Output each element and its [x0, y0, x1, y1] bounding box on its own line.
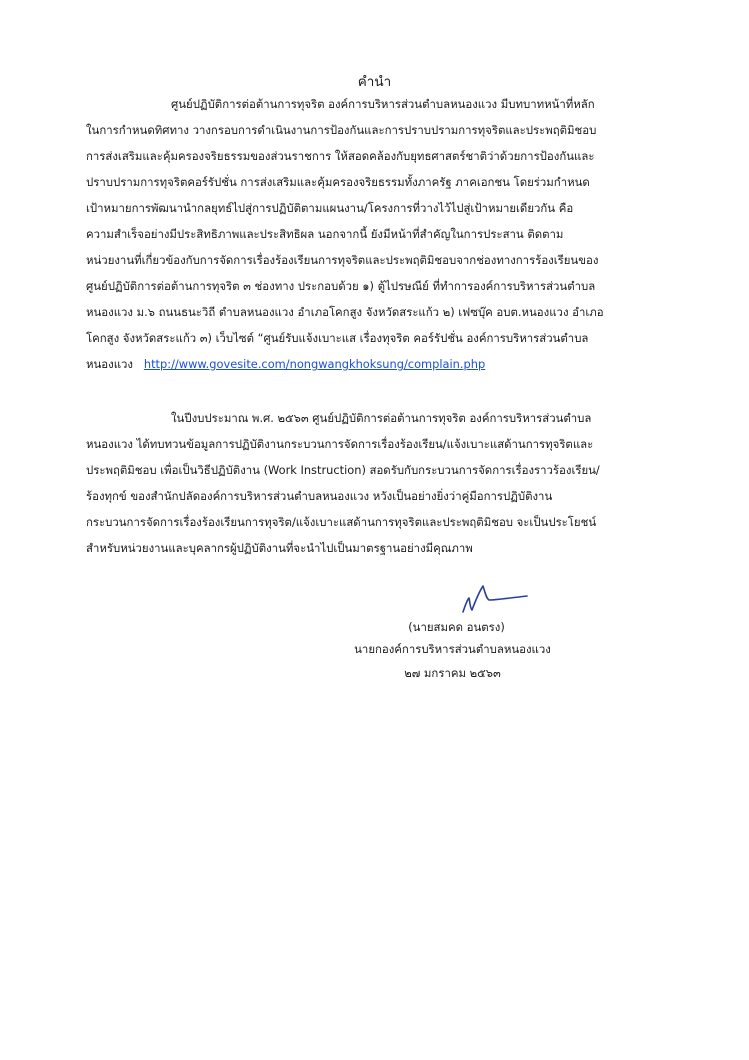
- paragraph-2-line: ในปีงบประมาณ พ.ศ. ๒๕๖๓ ศูนย์ปฏิบัติการต่อต้านการทุจริต องค์การบริหารส่วนตำบล: [171, 411, 592, 425]
- paragraph-1-line: โคกสูง จังหวัดสระแก้ว ๓) เว็บไซต์ “ศูนย์รับแจ้งเบาะแส เรื่องทุจริต คอร์รัปชั่น องค์การบริหารส่วนตำบล: [86, 331, 589, 345]
- page-title: คำนำ: [357, 74, 392, 90]
- paragraph-2-line: ประพฤติมิชอบ เพื่อเป็นวิธีปฏิบัติงาน (Work Instruction) สอดรับกับกระบวนการจัดการเรื่องราวร้องเรียน/: [86, 463, 600, 477]
- paragraph-2-line: สำหรับหน่วยงานและบุคลากรผู้ปฏิบัติงานที่จะนำไปเป็นมาตรฐานอย่างมีคุณภาพ: [86, 541, 473, 555]
- paragraph-2-line: ร้องทุกข์ ของสำนักปลัดองค์การบริหารส่วนตำบลหนองแวง หวังเป็นอย่างยิ่งว่าคู่มือการปฏิบัติงาน: [86, 489, 553, 503]
- signatory-name: (นายสมคด อนตรง): [408, 620, 505, 634]
- paragraph-1-line: การส่งเสริมและคุ้มครองจริยธรรมของส่วนราชการ ให้สอดคล้องกับยุทธศาสตร์ชาติว่าด้วยการป้องกันและ: [86, 149, 595, 163]
- paragraph-2-line: หนองแวง ได้ทบทวนข้อมูลการปฏิบัติงานกระบวนการจัดการเรื่องร้องเรียน/แจ้งเบาะแสด้านการทุจริตและ: [86, 437, 594, 451]
- paragraph-1-line: ปราบปรามการทุจริตคอร์รัปชั่น การส่งเสริมและคุ้มครองจริยธรรมทั้งภาครัฐ ภาคเอกชน โดยร่วมกำหนด: [86, 175, 590, 189]
- paragraph-1-line: หน่วยงานที่เกี่ยวข้องกับการจัดการเรื่องร้องเรียนการทุจริตและประพฤติมิชอบจากช่องทางการร้องเรียนของ: [86, 253, 599, 267]
- paragraph-1-line: ศูนย์ปฏิบัติการต่อต้านการทุจริต ๓ ช่องทาง ประกอบด้วย ๑) ตู้ไปรษณีย์ ที่ทำการองค์การบริหารส่วนตำบล: [86, 279, 596, 293]
- paragraph-2-line: กระบวนการจัดการเรื่องร้องเรียนการทุจริต/แจ้งเบาะแสด้านการทุจริตและประพฤติมิชอบ จะเป็นประโยชน์: [86, 515, 597, 529]
- paragraph-1-line: ในการกำหนดทิศทาง วางกรอบการดำเนินงานการป้องกันและการปราบปรามการทุจริตและประพฤติมิชอบ: [86, 123, 597, 137]
- signatory-position: นายกองค์การบริหารส่วนตำบลหนองแวง: [354, 642, 551, 656]
- signature-date: ๒๗ มกราคม ๒๕๖๓: [404, 666, 501, 680]
- signature-mark: [455, 578, 535, 618]
- paragraph-1-line: หนองแวง ม.๖ ถนนธนะวิถี ตำบลหนองแวง อำเภอโคกสูง จังหวัดสระแก้ว ๒) เฟซบุ๊ค อบต.หนองแวง อำเภอ: [86, 305, 604, 319]
- paragraph-1-line: ความสำเร็จอย่างมีประสิทธิภาพและประสิทธิผล นอกจากนี้ ยังมีหน้าที่สำคัญในการประสาน ติดตาม: [86, 227, 564, 241]
- paragraph-1-last-line: [86, 355, 485, 373]
- complaint-link[interactable]: http://www.govesite.com/nongwangkhoksung/complain.php: [143, 357, 486, 371]
- paragraph-1-line: เป้าหมายการพัฒนานำกลยุทธ์ไปสู่การปฏิบัติตามแผนงาน/โครงการที่วางไว้ไปสู่เป้าหมายเดียวกัน คือ: [86, 201, 574, 215]
- paragraph-1-line-prefix: หนองแวง: [86, 357, 133, 371]
- paragraph-1-line: ศูนย์ปฏิบัติการต่อต้านการทุจริต องค์การบริหารส่วนตำบลหนองแวง มีบทบาทหน้าที่หลัก: [171, 97, 595, 111]
